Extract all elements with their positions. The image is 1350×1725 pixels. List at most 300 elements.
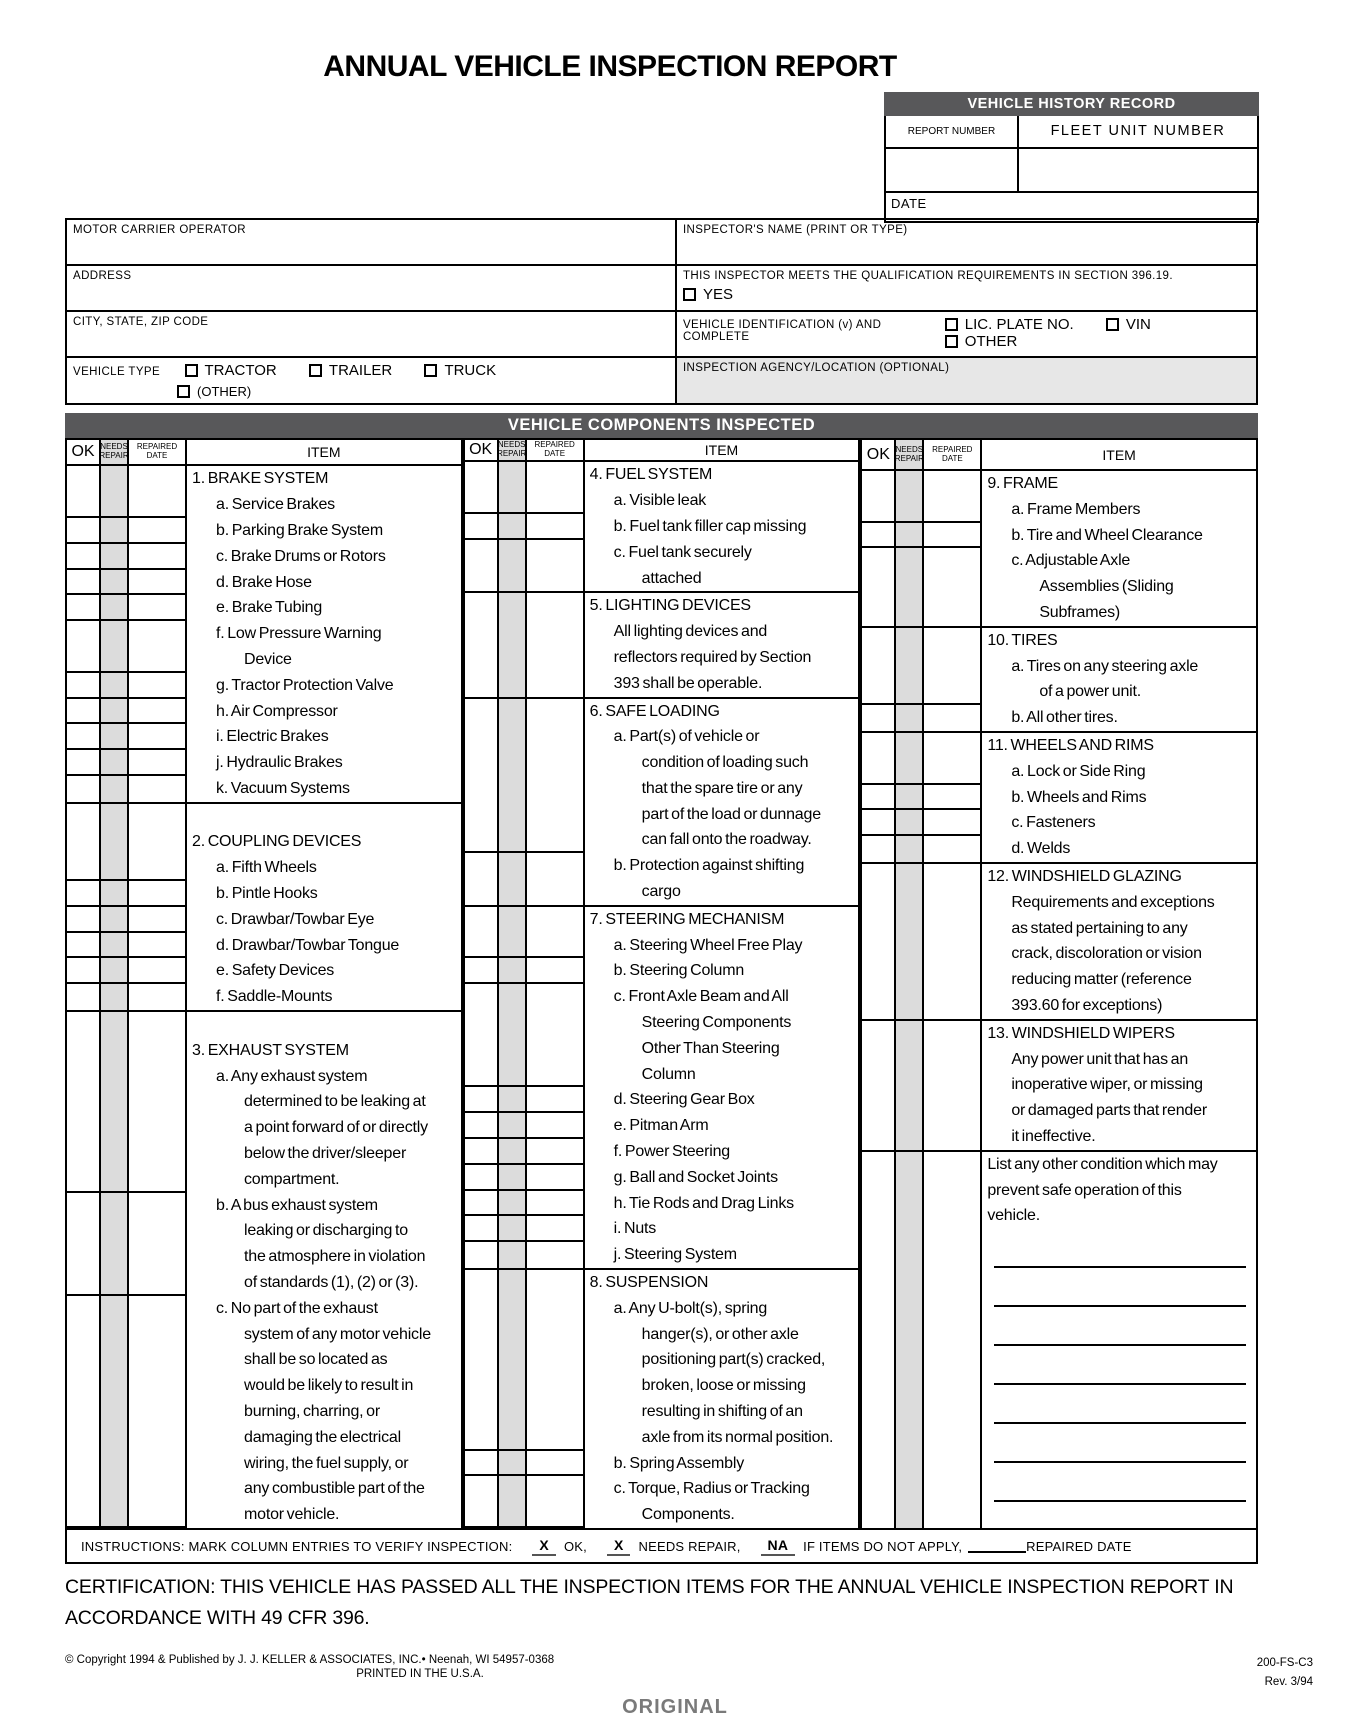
ok-cell[interactable] (465, 593, 499, 698)
needs-repair-cell[interactable] (499, 1476, 527, 1528)
item-cell (187, 699, 461, 725)
ok-cell[interactable] (465, 1087, 499, 1113)
ok-cell[interactable] (67, 518, 101, 544)
ok-cell[interactable] (67, 673, 101, 699)
ok-cell[interactable] (67, 544, 101, 570)
vehicle-identification-label: VEHICLE IDENTIFICATION (v) AND COMPLETE (682, 319, 882, 343)
repaired-date-cell[interactable] (527, 1165, 585, 1191)
repaired-date-cell[interactable] (129, 804, 187, 881)
write-in-line[interactable] (994, 1307, 1246, 1346)
item-text: burning, charring, or (244, 1403, 380, 1421)
repaired-date-cell[interactable] (527, 1476, 585, 1528)
write-in-line[interactable] (994, 1463, 1246, 1502)
needs-repair-cell[interactable] (101, 804, 129, 881)
components-column-1 (65, 438, 463, 1530)
item-text: it ineffective. (1011, 1127, 1096, 1145)
item-text: b. Pintle Hooks (216, 885, 318, 903)
repaired-date-cell[interactable] (129, 1296, 187, 1528)
needs-repair-cell[interactable] (101, 1012, 129, 1193)
item-text: c. Fuel tank securely (613, 543, 752, 561)
item-cell (585, 1191, 859, 1217)
repaired-date-cell[interactable] (527, 1139, 585, 1165)
repaired-date-cell[interactable] (527, 1242, 585, 1270)
item-text: b. A bus exhaust system (216, 1196, 378, 1214)
item-text: i. Nuts (613, 1220, 657, 1238)
ok-cell[interactable] (67, 958, 101, 984)
component-row (862, 471, 1256, 523)
item-cell (187, 673, 461, 699)
needs-repair-cell[interactable] (499, 1216, 527, 1242)
item-cell (982, 1021, 1256, 1152)
repaired-date-cell[interactable] (129, 750, 187, 776)
repaired-date-header: REPAIRED DATE (924, 440, 982, 469)
ok-cell[interactable] (862, 523, 896, 549)
repaired-date-cell[interactable] (527, 984, 585, 1087)
ok-mark-label: OK, (563, 1538, 587, 1554)
ok-cell[interactable] (862, 548, 896, 627)
item-text: e. Safety Devices (216, 962, 335, 980)
repaired-date-cell[interactable] (129, 518, 187, 544)
item-text: would be likely to result in (244, 1377, 414, 1395)
ok-cell[interactable] (465, 1113, 499, 1139)
needs-repair-cell[interactable] (896, 548, 924, 627)
item-text: damaging the electrical (244, 1428, 401, 1446)
item-text: condition of loading such (641, 754, 809, 772)
lic-plate-label: LIC. PLATE NO. (964, 316, 1074, 333)
ok-cell[interactable] (862, 836, 896, 864)
vehicle-type-cell (67, 358, 677, 403)
needs-repair-cell[interactable] (101, 544, 129, 570)
original-stamp: ORIGINAL (622, 1696, 728, 1719)
item-text: system of any motor vehicle (244, 1325, 431, 1343)
ok-header: OK (67, 440, 101, 464)
ok-cell[interactable] (67, 984, 101, 1012)
repaired-date-cell[interactable] (129, 466, 187, 518)
ok-cell[interactable] (67, 621, 101, 673)
ok-cell[interactable] (465, 984, 499, 1087)
item-cell (187, 1193, 461, 1296)
write-in-line[interactable] (994, 1424, 1246, 1463)
needs-repair-cell[interactable] (101, 1193, 129, 1296)
repaired-date-cell[interactable] (527, 593, 585, 698)
repaired-date-cell[interactable] (527, 1216, 585, 1242)
repaired-date-cell[interactable] (527, 462, 585, 514)
ok-cell[interactable] (67, 595, 101, 621)
ok-cell[interactable] (465, 1270, 499, 1451)
item-text: 6. SAFE LOADING (589, 702, 720, 720)
ok-cell[interactable] (862, 1152, 896, 1528)
needs-repair-cell[interactable] (499, 984, 527, 1087)
repaired-date-cell[interactable] (129, 881, 187, 907)
item-text: hanger(s), or other axle (641, 1325, 799, 1343)
item-text: g. Ball and Socket Joints (613, 1168, 778, 1186)
repaired-date-cell[interactable] (129, 621, 187, 673)
repaired-date-cell[interactable] (129, 933, 187, 959)
repaired-date-cell[interactable] (129, 958, 187, 984)
item-text: broken, loose or missing (641, 1377, 806, 1395)
ok-cell[interactable] (67, 466, 101, 518)
yes-option[interactable] (683, 286, 733, 303)
component-row (67, 804, 461, 881)
item-text: a. Any exhaust system (216, 1067, 368, 1085)
repaired-date-cell[interactable] (129, 699, 187, 725)
components-table (65, 438, 1258, 1530)
needs-repair-cell[interactable] (896, 471, 924, 523)
needs-repair-cell[interactable] (101, 570, 129, 596)
component-row (862, 836, 1256, 864)
date-field[interactable]: DATE (891, 196, 927, 211)
ok-cell[interactable] (67, 570, 101, 596)
item-cell (585, 853, 859, 907)
ok-cell[interactable] (465, 1191, 499, 1217)
item-text: a. Fifth Wheels (216, 859, 317, 877)
needs-repair-cell[interactable] (101, 595, 129, 621)
repaired-date-cell[interactable] (527, 699, 585, 854)
repaired-date-cell[interactable] (129, 673, 187, 699)
repaired-date-cell[interactable] (527, 540, 585, 594)
needs-repair-cell[interactable] (499, 1087, 527, 1113)
needs-repair-cell[interactable] (101, 881, 129, 907)
repaired-date-cell[interactable] (924, 523, 982, 549)
item-text: compartment. (244, 1170, 340, 1188)
needs-repair-cell[interactable] (896, 523, 924, 549)
component-row (67, 776, 461, 804)
repaired-date-cell[interactable] (527, 1113, 585, 1139)
other-id-option[interactable] (945, 333, 1018, 350)
item-cell (187, 984, 461, 1012)
item-text: vehicle. (987, 1207, 1040, 1225)
ok-cell[interactable] (862, 864, 896, 1021)
vehicle-identification-cell (677, 312, 1256, 356)
ok-cell[interactable] (862, 785, 896, 811)
needs-repair-cell[interactable] (896, 864, 924, 1021)
item-text: a. Any U-bolt(s), spring (613, 1299, 768, 1317)
ok-cell[interactable] (67, 804, 101, 881)
repaired-date-cell[interactable] (924, 864, 982, 1021)
needs-repair-cell[interactable] (101, 466, 129, 518)
needs-repair-cell[interactable] (499, 1113, 527, 1139)
ok-cell[interactable] (67, 724, 101, 750)
needs-repair-cell[interactable] (499, 1270, 527, 1451)
component-row (862, 523, 1256, 549)
component-row (465, 1451, 859, 1477)
needs-repair-cell[interactable] (499, 462, 527, 514)
needs-repair-cell[interactable] (896, 628, 924, 705)
repaired-date-cell[interactable] (527, 1087, 585, 1113)
item-text: as stated pertaining to any (1011, 919, 1188, 937)
item-cell (982, 1152, 1256, 1528)
component-row (465, 958, 859, 984)
component-row (67, 984, 461, 1012)
repaired-date-cell[interactable] (129, 907, 187, 933)
repaired-date-cell[interactable] (527, 907, 585, 959)
ok-cell[interactable] (862, 733, 896, 785)
write-in-line[interactable] (994, 1268, 1246, 1307)
ok-cell[interactable] (862, 705, 896, 733)
address-field[interactable] (67, 266, 677, 310)
needs-repair-cell[interactable] (499, 1242, 527, 1270)
repaired-date-cell[interactable] (129, 570, 187, 596)
needs-repair-cell[interactable] (101, 984, 129, 1012)
vehicle-type-other (177, 384, 669, 399)
needs-repair-cell[interactable] (499, 1139, 527, 1165)
repaired-date-instruction-label: REPAIRED DATE (1026, 1538, 1132, 1554)
type-other-label: (OTHER) (197, 384, 252, 399)
ok-cell[interactable] (465, 699, 499, 854)
item-text: part of the load or dunnage (641, 805, 821, 823)
item-cell (187, 595, 461, 621)
city-state-zip-field[interactable] (67, 312, 677, 356)
repaired-date-cell[interactable] (924, 471, 982, 523)
item-text: c. Brake Drums or Rotors (216, 547, 386, 565)
needs-repair-cell[interactable] (101, 1296, 129, 1528)
needs-repair-cell[interactable] (101, 518, 129, 544)
ok-cell[interactable] (67, 881, 101, 907)
ok-cell[interactable] (67, 1012, 101, 1193)
needs-repair-cell[interactable] (101, 776, 129, 804)
repaired-date-cell[interactable] (924, 733, 982, 785)
ok-cell[interactable] (465, 1216, 499, 1242)
needs-repair-cell[interactable] (101, 958, 129, 984)
vehicle-history-record-header: VEHICLE HISTORY RECORD (884, 92, 1259, 116)
needs-repair-cell[interactable] (896, 1152, 924, 1528)
repaired-date-cell[interactable] (924, 1021, 982, 1152)
tractor-label: TRACTOR (204, 362, 277, 379)
item-text: prevent safe operation of this (987, 1181, 1182, 1199)
item-text: a. Steering Wheel Free Play (613, 936, 803, 954)
needs-repair-cell[interactable] (101, 699, 129, 725)
item-cell (982, 836, 1256, 864)
repaired-date-cell[interactable] (129, 724, 187, 750)
ok-cell[interactable] (67, 1193, 101, 1296)
inspector-name-field[interactable] (677, 220, 1256, 264)
ok-cell[interactable] (862, 1021, 896, 1152)
component-row (465, 907, 859, 959)
ok-cell[interactable] (67, 699, 101, 725)
needs-repair-cell[interactable] (499, 853, 527, 907)
needs-repair-cell[interactable] (101, 673, 129, 699)
form-number: 200-FS-C3 (1256, 1657, 1313, 1670)
ok-cell[interactable] (67, 776, 101, 804)
repaired-date-cell[interactable] (527, 514, 585, 540)
item-text: c. Fasteners (1011, 814, 1096, 832)
column-body (67, 466, 461, 1528)
vehicle-history-record-box (884, 92, 1259, 223)
column-body (465, 462, 859, 1528)
item-text: e. Brake Tubing (216, 599, 323, 617)
item-text: c. Front Axle Beam and All (613, 988, 789, 1006)
ok-cell[interactable] (465, 958, 499, 984)
item-cell (187, 518, 461, 544)
trailer-option[interactable] (309, 362, 392, 379)
item-text: inoperative wiper, or missing (1011, 1076, 1203, 1094)
repaired-date-cell[interactable] (527, 853, 585, 907)
repaired-date-cell[interactable] (924, 810, 982, 836)
item-text: 9. FRAME (987, 475, 1059, 492)
trailer-label: TRAILER (328, 362, 393, 379)
qualification-cell (677, 266, 1256, 310)
repaired-date-cell[interactable] (129, 984, 187, 1012)
needs-repair-cell[interactable] (101, 907, 129, 933)
item-text: j. Hydraulic Brakes (216, 754, 343, 772)
component-row (67, 595, 461, 621)
na-mark-label: IF ITEMS DO NOT APPLY, (803, 1538, 963, 1554)
repaired-date-cell[interactable] (527, 1270, 585, 1451)
item-text: k. Vacuum Systems (216, 779, 350, 797)
needs-repair-cell[interactable] (499, 699, 527, 854)
repaired-date-cell[interactable] (924, 548, 982, 627)
needs-repair-mark-label: NEEDS REPAIR, (638, 1538, 741, 1554)
needs-repair-cell[interactable] (896, 836, 924, 864)
component-row (465, 540, 859, 594)
ok-cell[interactable] (465, 1476, 499, 1528)
item-cell (187, 621, 461, 673)
repaired-date-cell[interactable] (129, 595, 187, 621)
ok-cell[interactable] (862, 471, 896, 523)
component-row (465, 853, 859, 907)
needs-repair-cell[interactable] (499, 1165, 527, 1191)
ok-cell[interactable] (465, 514, 499, 540)
needs-repair-cell[interactable] (896, 810, 924, 836)
component-row (67, 933, 461, 959)
item-text: f. Saddle-Mounts (216, 988, 333, 1006)
needs-repair-cell[interactable] (499, 958, 527, 984)
component-row (465, 1165, 859, 1191)
needs-repair-cell[interactable] (101, 933, 129, 959)
report-number-field[interactable] (886, 149, 1019, 191)
item-cell (585, 1139, 859, 1165)
vin-checkbox-icon[interactable] (1106, 318, 1119, 331)
needs-repair-cell[interactable] (101, 724, 129, 750)
vehicle-identification-options (945, 316, 1250, 350)
needs-repair-cell[interactable] (499, 514, 527, 540)
item-text: g. Tractor Protection Valve (216, 676, 394, 694)
item-text: Requirements and exceptions (1011, 893, 1215, 911)
item-text: All lighting devices and (613, 623, 768, 641)
item-cell (585, 1087, 859, 1113)
needs-repair-cell[interactable] (896, 733, 924, 785)
repaired-date-blank[interactable] (968, 1539, 1026, 1553)
item-text: positioning part(s) cracked, (641, 1351, 826, 1369)
item-text: e. Pitman Arm (613, 1117, 709, 1135)
needs-repair-cell[interactable] (499, 1451, 527, 1477)
repaired-date-cell[interactable] (924, 1152, 982, 1528)
repaired-date-cell[interactable] (527, 958, 585, 984)
column-header-row (67, 440, 461, 466)
lic-plate-option[interactable] (945, 316, 1074, 333)
ok-cell[interactable] (465, 540, 499, 594)
item-cell (585, 1476, 859, 1528)
ok-cell[interactable] (465, 907, 499, 959)
item-text: 2. COUPLING DEVICES (192, 833, 362, 851)
needs-repair-cell[interactable] (499, 540, 527, 594)
item-text: Device (244, 650, 292, 668)
ok-cell[interactable] (862, 810, 896, 836)
truck-checkbox-icon[interactable] (424, 364, 437, 377)
item-text: c. Adjustable Axle (1011, 552, 1131, 570)
ok-cell[interactable] (67, 907, 101, 933)
ok-cell[interactable] (465, 462, 499, 514)
ok-cell[interactable] (67, 750, 101, 776)
ok-header: OK (862, 440, 896, 469)
yes-checkbox-icon[interactable] (683, 288, 696, 301)
repaired-date-cell[interactable] (129, 1193, 187, 1296)
needs-repair-cell[interactable] (896, 1021, 924, 1152)
ok-cell[interactable] (465, 1242, 499, 1270)
tractor-option[interactable] (185, 362, 277, 379)
item-header: ITEM (1102, 446, 1136, 463)
truck-option[interactable] (424, 362, 496, 379)
repaired-date-cell[interactable] (924, 705, 982, 733)
info-row-4 (67, 358, 1256, 403)
inspection-agency-field[interactable] (677, 358, 1256, 403)
item-text: shall be so located as (244, 1351, 388, 1369)
repaired-date-cell[interactable] (527, 1191, 585, 1217)
column-header-row (862, 440, 1256, 471)
repaired-date-cell[interactable] (924, 628, 982, 705)
column-body (862, 471, 1256, 1528)
ok-cell[interactable] (465, 853, 499, 907)
fleet-unit-number-field[interactable] (1019, 149, 1257, 191)
trailer-checkbox-icon[interactable] (309, 364, 322, 377)
component-row (465, 1476, 859, 1528)
item-cell (585, 699, 859, 854)
needs-repair-cell[interactable] (499, 907, 527, 959)
ok-cell[interactable] (465, 1165, 499, 1191)
write-in-line[interactable] (994, 1385, 1246, 1424)
item-text: cargo (641, 883, 681, 901)
needs-repair-cell[interactable] (101, 621, 129, 673)
repaired-date-cell[interactable] (129, 1012, 187, 1193)
page-title: ANNUAL VEHICLE INSPECTION REPORT (323, 50, 897, 83)
other-id-checkbox-icon[interactable] (945, 335, 958, 348)
repaired-date-cell[interactable] (129, 776, 187, 804)
ok-cell[interactable] (465, 1451, 499, 1477)
component-row (862, 785, 1256, 811)
item-cell (187, 1296, 461, 1528)
type-other-option[interactable] (177, 384, 251, 399)
write-in-line[interactable] (994, 1346, 1246, 1385)
repaired-date-cell[interactable] (924, 785, 982, 811)
needs-repair-cell[interactable] (896, 785, 924, 811)
ok-cell[interactable] (465, 1139, 499, 1165)
vin-option[interactable] (1106, 316, 1151, 333)
write-in-line[interactable] (994, 1229, 1246, 1268)
ok-cell[interactable] (67, 933, 101, 959)
repaired-date-cell[interactable] (527, 1451, 585, 1477)
item-text: below the driver/sleeper (244, 1145, 407, 1163)
tractor-checkbox-icon[interactable] (185, 364, 198, 377)
vehicle-history-record-grid (884, 116, 1259, 223)
needs-repair-cell[interactable] (896, 705, 924, 733)
motor-carrier-operator-field[interactable] (67, 220, 677, 264)
repaired-date-cell[interactable] (129, 544, 187, 570)
city-state-zip-label: CITY, STATE, ZIP CODE (73, 316, 209, 328)
lic-plate-checkbox-icon[interactable] (945, 318, 958, 331)
item-text: c. Torque, Radius or Tracking (613, 1480, 810, 1498)
ok-cell[interactable] (862, 628, 896, 705)
needs-repair-cell[interactable] (499, 593, 527, 698)
type-other-checkbox-icon[interactable] (177, 385, 190, 398)
item-text: resulting in shifting of an (641, 1403, 803, 1421)
ok-cell[interactable] (67, 1296, 101, 1528)
item-cell (585, 907, 859, 959)
needs-repair-cell[interactable] (101, 750, 129, 776)
item-cell (187, 804, 461, 881)
needs-repair-cell[interactable] (499, 1191, 527, 1217)
component-row (67, 621, 461, 673)
repaired-date-cell[interactable] (924, 836, 982, 864)
